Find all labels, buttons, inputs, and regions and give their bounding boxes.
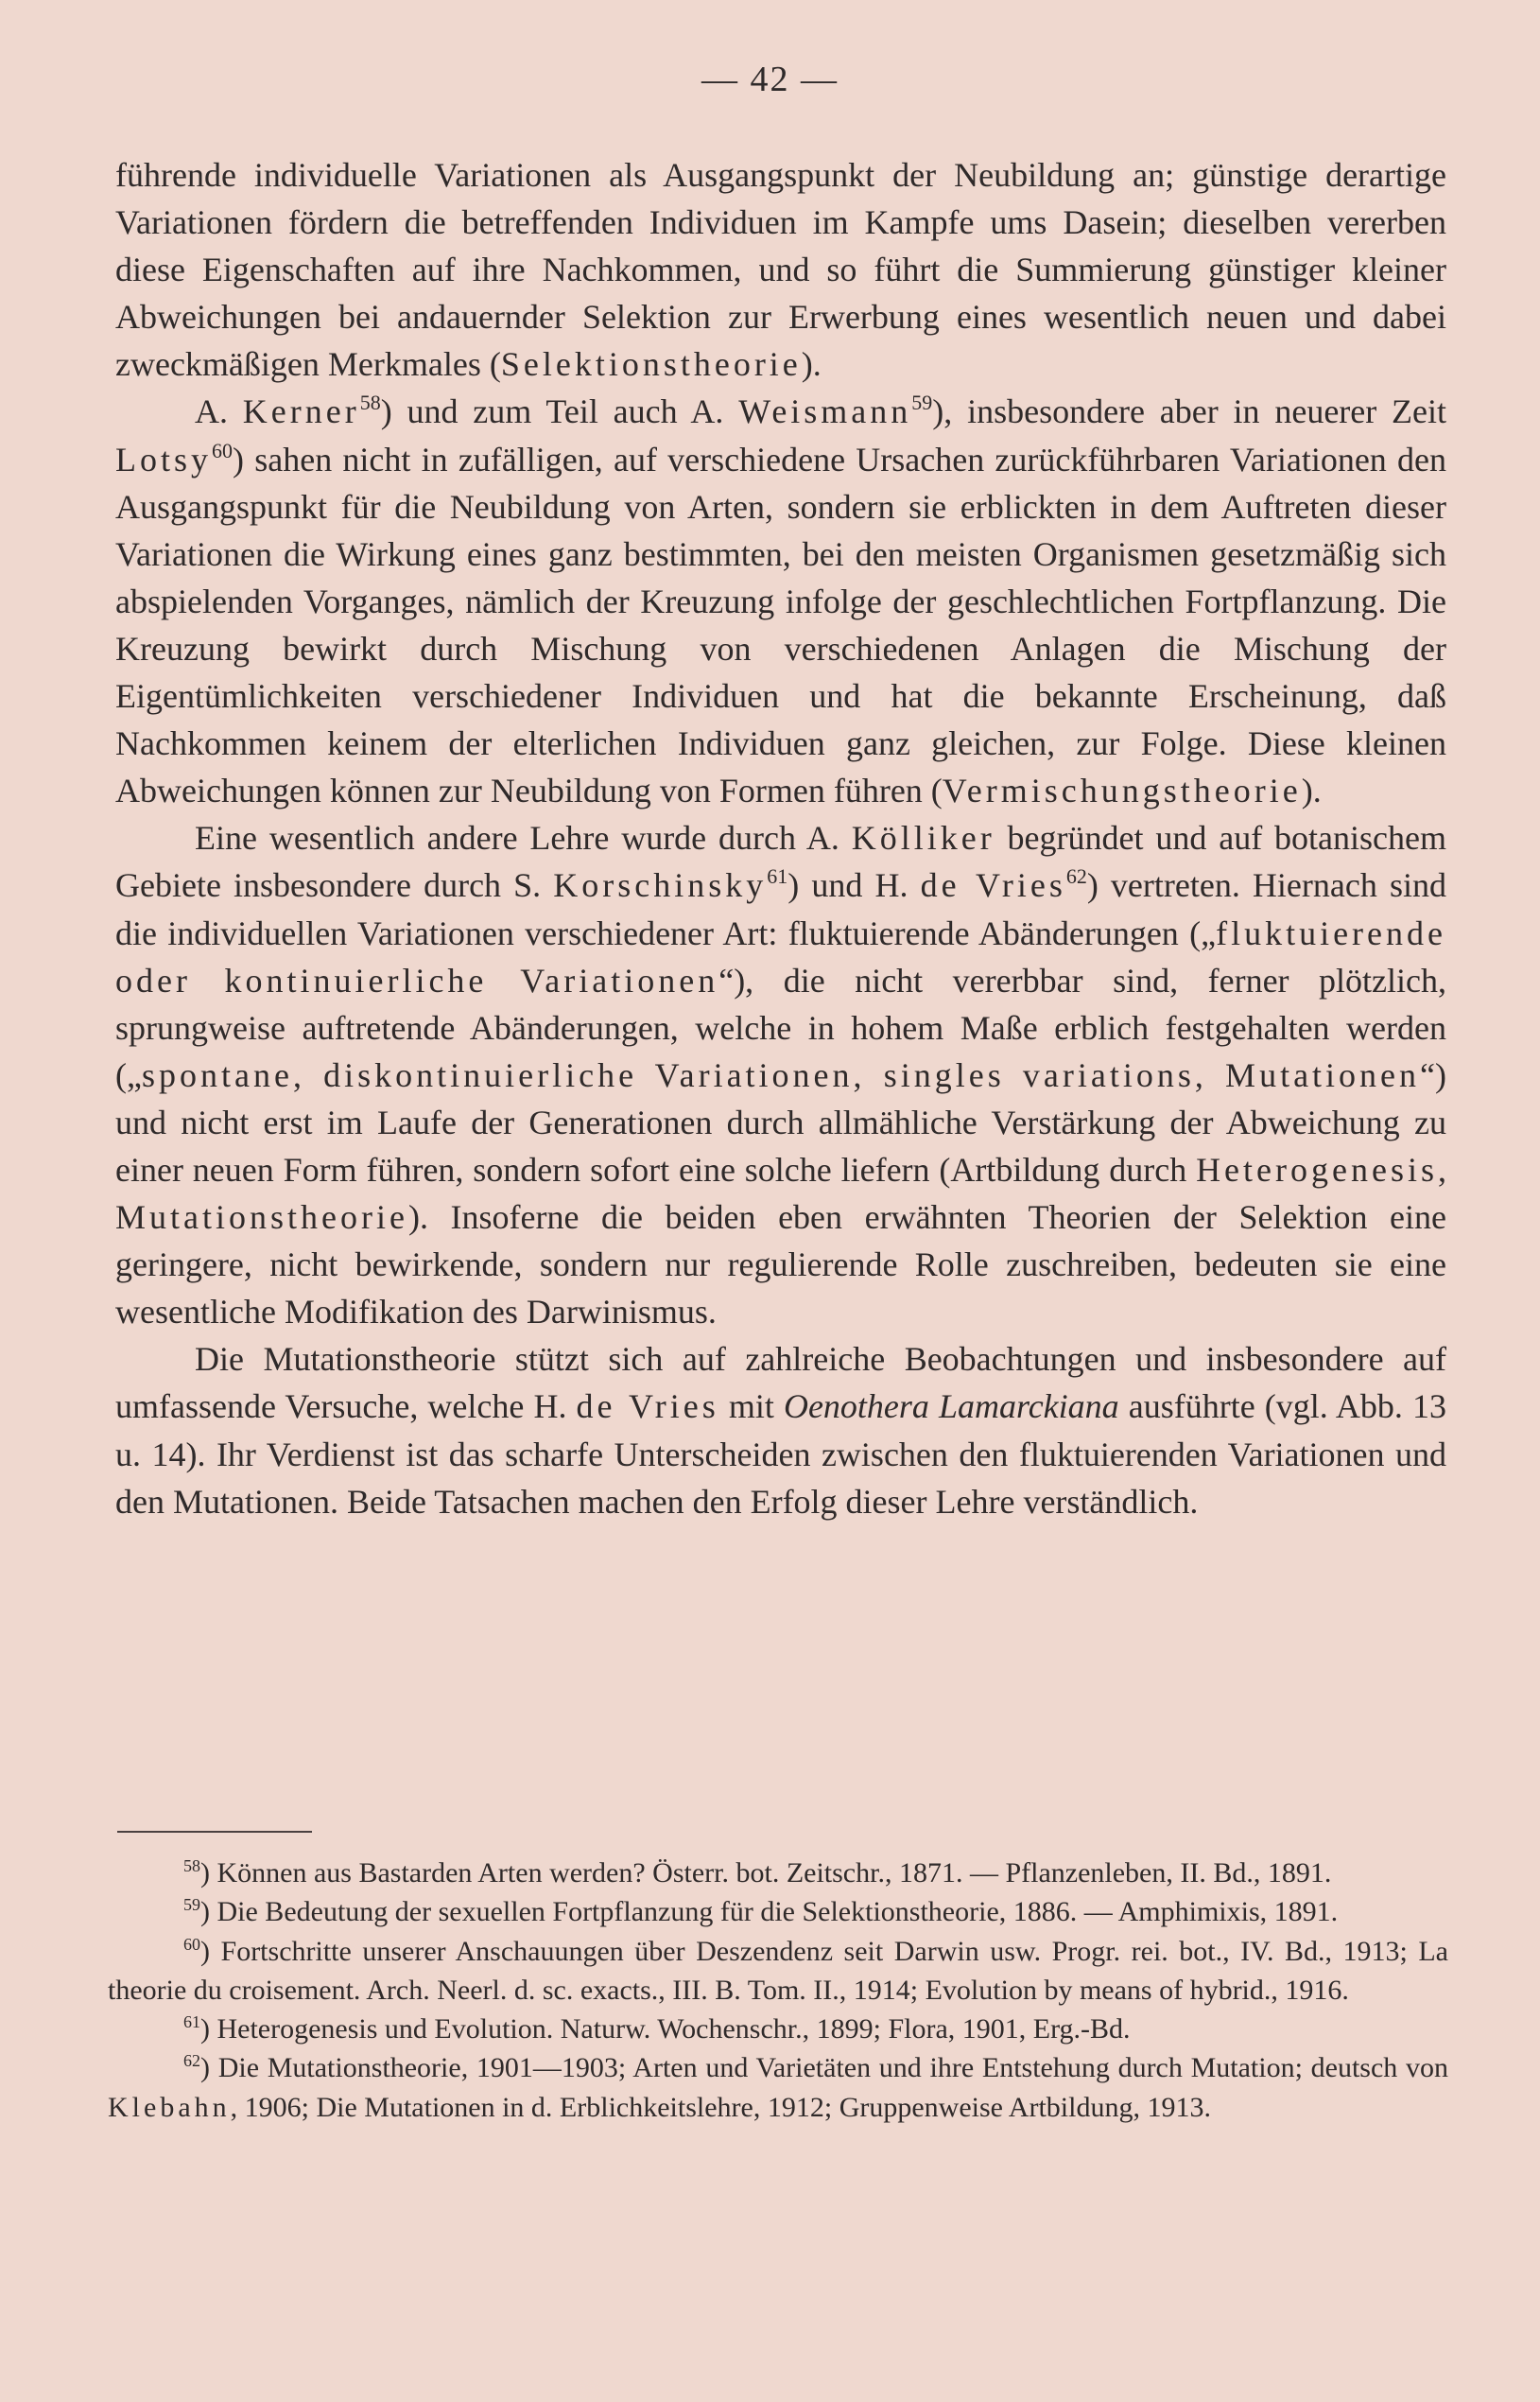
spaced-term: spontane, diskontinuierliche Variationen, singles variations, Mutationen (141, 1055, 1421, 1094)
author-name: de Vries (920, 866, 1066, 905)
paragraph-3: Eine wesentlich andere Lehre wurde durch A. Kölliker begründet und auf botanischem Gebiete insbesondere durch S. Korschinsky$^{61}$) und H. de Vries$^{62}$) vertreten. Hiernach sind die individuellen Variationen verschiedener Art: fluktuierende Abänderungen („fluktuierende oder kontinuierliche Variationen“), die nicht vererbbar sind, ferner plötzlich, sprungweise auftretende Abänderungen, welche in hohem Maße erblich festgehalten werden („spontane, diskontinuierliche Variationen, singles variations, Mutationen“) und nicht erst im Laufe der Generationen durch allmähliche Verstärkung der Abweichung zu einer neuen Form führen, sondern sofort eine solche liefern (Artbildung durch Heterogenesis, Mutationstheorie). Insoferne die beiden eben erwähnten Theorien der Selektion eine geringere, nicht bewirkende, sondern nur regulierende Rolle zuschreiben, bedeuten sie eine wesentliche Modifikation des Darwinismus. (115, 819, 1447, 1332)
footnote-ref: 59 (911, 391, 933, 415)
footnote-ref: 58 (359, 391, 381, 415)
spaced-term: Mutationstheorie (115, 1198, 408, 1237)
spaced-term: Selektionstheorie (500, 345, 802, 384)
page-number: — 42 — (701, 60, 839, 99)
footnote-divider (117, 1831, 312, 1833)
author-name: Kerner (242, 392, 360, 431)
footnote-ref: 60 (212, 438, 234, 462)
paragraph-1: führende individuelle Variationen als Ausgangspunkt der Neubildung an; günstige derartige Variationen fördern die betreffenden Individuen im Kampfe ums Dasein; dieselben vererben diese Eigenschaften auf ihre Nachkommen, und so führt die Summierung günstiger kleiner Abweichungen bei andauernder Selektion zur Erwerbung eines wesentlich neuen und dabei zweckmäßigen Merkmales (Selektionstheorie). (115, 156, 1446, 384)
footnote-ref: 61 (767, 864, 788, 889)
footnote-60: $^{60}$) Fortschritte unserer Anschauungen über Deszendenz seit Darwin usw. Progr. rei. bot., IV. Bd., 1913; La theorie du croisement. Arch. Neerl. d. sc. exacts., III. B. Tom. II., 1914; Evolution by means of hybrid., 1916. (108, 1934, 1448, 2006)
main-text (115, 151, 1446, 1525)
author-name: Korschinsky (553, 866, 768, 905)
spaced-term: Heterogenesis (1196, 1150, 1438, 1189)
spaced-term: Vermischungstheorie (942, 772, 1302, 810)
footnote-61: $^{61}$) Heterogenesis und Evolution. Naturw. Wochenschr., 1899; Flora, 1901, Erg.-Bd. (183, 2012, 1131, 2045)
author-name: Lotsy (115, 440, 213, 479)
author-name: de Vries (576, 1387, 719, 1426)
paragraph-2: A. Kerner$^{58}$) und zum Teil auch A. Weismann$^{59}$), insbesondere aber in neuerer Zeit Lotsy$^{60}$) sahen nicht in zufälligen, auf verschiedene Ursachen zurückführbaren Variationen den Ausgangspunkt für die Neubildung von Arten, sondern sie erblickten in dem Auftreten dieser Variationen die Wirkung eines ganz bestimmten, bei den meisten Organismen gesetzmäßig sich abspielenden Vorganges, nämlich der Kreuzung infolge der geschlechtlichen Fortpflanzung. Die Kreuzung bewirkt durch Mischung von verschiedenen Anlagen die Mischung der Eigentümlichkeiten verschiedener Individuen und hat die bekannte Erscheinung, daß Nachkommen keinem der elterlichen Individuen ganz gleichen, zur Folge. Diese kleinen Abweichungen können zur Neubildung von Formen führen (Vermischungstheorie). (115, 391, 1447, 810)
author-name: Klebahn (108, 2091, 231, 2123)
footnote-62: $^{62}$) Die Mutationstheorie, 1901—1903; Arten und Varietäten und ihre Entstehung durch Mutation; deutsch von Klebahn, 1906; Die Mutationen in d. Erblichkeitslehre, 1912; Gruppenweise Artbildung, 1913. (108, 2051, 1448, 2123)
author-name: Weismann (738, 392, 912, 431)
spaced-term: fluktuierende oder kontinuierliche Variationen (115, 914, 1446, 1000)
species-name: Oenothera Lamarckiana (783, 1387, 1119, 1426)
footnote-59: $^{59}$) Die Bedeutung der sexuellen Fortpflanzung für die Selektionstheorie, 1886. — Amphimixis, 1891. (183, 1895, 1339, 1928)
paragraph-4: Die Mutationstheorie stützt sich auf zahlreiche Beobachtungen und insbesondere auf umfassende Versuche, welche H. de Vries mit Oenothera Lamarckiana ausführte (vgl. Abb. 13 u. 14). Ihr Verdienst ist das scharfe Unterscheiden zwischen den fluktuierenden Variationen und den Mutationen. Beide Tatsachen machen den Erfolg dieser Lehre verständlich. (115, 1340, 1446, 1521)
footnote-ref: 62 (1065, 864, 1087, 889)
footnote-58: $^{58}$) Können aus Bastarden Arten werden? Österr. bot. Zeitschr., 1871. — Pflanzenleben, II. Bd., 1891. (183, 1856, 1332, 1889)
author-name: Kölliker (851, 819, 995, 858)
footnotes (108, 1854, 1448, 2127)
